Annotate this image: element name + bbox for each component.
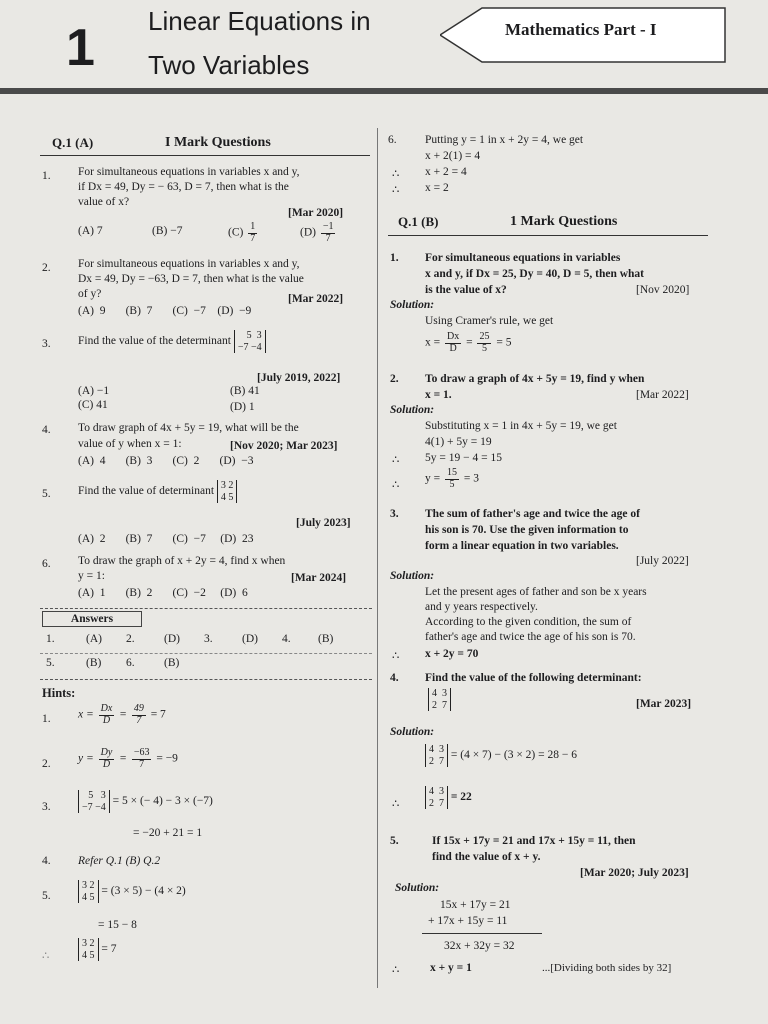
question-number: 3. <box>390 508 399 520</box>
answer-qno: 2. <box>126 633 135 645</box>
exam-tag: [Mar 2020] <box>288 207 344 219</box>
exam-tag: [July 2023] <box>296 517 351 529</box>
question-number: 3. <box>42 338 51 350</box>
solution-line: Putting y = 1 in x + 2y = 4, we get <box>425 134 584 146</box>
question-text: x = 1. <box>425 389 452 401</box>
question-text-span: Find the value of determinant <box>78 485 215 498</box>
question-text: if Dx = 49, Dy = − 63, D = 7, then what is the <box>78 181 289 193</box>
option: (B) −7 <box>152 225 183 237</box>
question-number: 6. <box>388 134 397 146</box>
determinant: 4 3 2 7 <box>425 786 448 809</box>
question-text: To draw the graph of x + 2y = 4, find x when <box>78 555 286 567</box>
fraction: $\frac{Dx}{D}$ <box>447 331 460 354</box>
book-title: Mathematics Part - I <box>505 20 657 39</box>
exam-tag: [Mar 2022] <box>636 389 689 401</box>
question-number: 6. <box>42 558 51 570</box>
question-text: of y? <box>78 288 102 300</box>
question-text: The sum of father's age and twice the age of <box>425 508 640 520</box>
options: (A) 2 (B) 7 (C) −7 (D) 23 <box>78 533 254 545</box>
question-text: If 15x + 17y = 21 and 17x + 15y = 11, then <box>432 835 636 847</box>
options: (A) 9 (B) 7 (C) −7 (D) −9 <box>78 305 252 317</box>
question-number: 2. <box>390 373 399 385</box>
therefore-symbol: ∴ <box>392 184 400 196</box>
section-label: Q.1 (B) <box>398 214 439 229</box>
answer-value: (B) <box>86 657 102 669</box>
option: (D) 1 <box>230 401 255 413</box>
hint-5 <box>78 880 186 903</box>
chapter-number: 1 <box>66 19 95 77</box>
question-text: form a linear equation in two variables. <box>425 540 619 552</box>
answer-qno: 6. <box>126 657 135 669</box>
exam-tag: [Mar 2022] <box>288 293 344 305</box>
solution-line: 15x + 17y = 21 <box>440 899 511 911</box>
therefore-symbol: ∴ <box>392 168 400 180</box>
exam-tag: [Mar 2024] <box>291 572 347 584</box>
question-text-span: Find the value of the determinant <box>78 335 231 348</box>
question-text: his son is 70. Use the given information to <box>425 524 629 536</box>
therefore-symbol: ∴ <box>392 479 400 491</box>
solution-line <box>425 468 479 490</box>
fraction: $\frac{-1}{7}$ <box>322 221 334 244</box>
hint-number: 1. <box>42 713 51 725</box>
solution-label: Solution: <box>390 570 435 582</box>
header <box>0 0 768 95</box>
hint-result: = 7 <box>150 708 166 721</box>
exam-tag: [Nov 2020; Mar 2023] <box>230 440 338 452</box>
option-label: (D) <box>300 226 316 239</box>
section-underline <box>388 235 708 236</box>
question-number: 4. <box>390 672 399 684</box>
hint-number: 5. <box>42 890 51 902</box>
section-label: Q.1 (A) <box>52 135 94 150</box>
hint-result: = −9 <box>156 752 178 765</box>
solution-line: and y years respectively. <box>425 601 538 613</box>
question-number: 1. <box>42 170 51 182</box>
fraction: $\frac{49}{7}$ <box>133 703 144 726</box>
determinant: 3 2 4 5 <box>78 938 99 961</box>
option: (B) 41 <box>230 385 260 397</box>
answer-value: (B) <box>318 633 334 645</box>
hint-number: 4. <box>42 855 51 867</box>
hint-4: Refer Q.1 (B) Q.2 <box>78 855 161 867</box>
question-number: 1. <box>390 252 399 264</box>
exam-tag: [July 2022] <box>636 555 689 567</box>
answer-qno: 4. <box>282 633 291 645</box>
hint-number: 3. <box>42 801 51 813</box>
exam-tag: [Mar 2020; July 2023] <box>580 867 689 879</box>
solution-line: According to the given condition, the sum of <box>425 616 632 628</box>
fraction: $\frac{-63}{7}$ <box>133 747 150 770</box>
chapter-title-line1: Linear Equations in <box>148 6 371 36</box>
option: (A) −1 <box>78 385 110 397</box>
solution-label: Solution: <box>395 882 440 894</box>
question-text: find the value of x + y. <box>432 851 541 863</box>
determinant: 4 3 2 7 <box>425 744 448 767</box>
hint-var: x = <box>78 708 94 721</box>
determinant: 4 3 2 7 <box>428 688 451 711</box>
question-text: For simultaneous equations in variables x and y, <box>78 258 300 270</box>
solution-line <box>425 332 511 354</box>
question-text: y = 1: <box>78 570 105 582</box>
result: = 5 <box>496 336 512 349</box>
options: (A) 4 (B) 3 (C) 2 (D) −3 <box>78 455 254 467</box>
fraction: $\frac{Dy}{D}$ <box>100 747 113 770</box>
solution-label: Solution: <box>390 299 435 311</box>
hint-result: = 7 <box>101 943 117 956</box>
hint-2 <box>78 748 178 770</box>
section-underline <box>40 155 370 156</box>
question-text: For simultaneous equations in variables x and y, <box>78 166 300 178</box>
determinant: 5 3 −7 −4 <box>234 330 266 353</box>
solution-line <box>425 744 577 767</box>
hint-var: y = <box>78 752 94 765</box>
therefore-symbol: ∴ <box>392 964 400 976</box>
option: (C) 41 <box>78 399 108 411</box>
result: = 3 <box>463 472 479 485</box>
question-text <box>78 480 237 503</box>
section-title: I Mark Questions <box>165 135 271 150</box>
hint-1 <box>78 704 166 726</box>
exam-tag: [July 2019, 2022] <box>257 372 341 384</box>
fraction: $\frac{15}{5}$ <box>447 467 457 490</box>
solution-line: x = 2 <box>425 182 449 194</box>
solution-line: 32x + 32y = 32 <box>444 940 515 952</box>
hint-3-continued: = −20 + 21 = 1 <box>133 827 203 839</box>
determinant: 3 2 4 5 <box>78 880 99 903</box>
determinant-row <box>428 688 451 711</box>
equals: = <box>119 708 127 721</box>
hint-5-final <box>78 938 117 961</box>
options: (A) 1 (B) 2 (C) −2 (D) 6 <box>78 587 248 599</box>
therefore-symbol: ∴ <box>42 950 50 962</box>
solution-label: Solution: <box>390 404 435 416</box>
equals: = <box>119 752 127 765</box>
header-rule <box>0 88 768 94</box>
answer-value: (D) <box>164 633 180 645</box>
hint-number: 2. <box>42 758 51 770</box>
section-title: 1 Mark Questions <box>510 214 618 229</box>
answers-divider <box>40 653 372 655</box>
chapter-title-line2: Two Variables <box>148 50 310 80</box>
determinant: 5 3 −7 −4 <box>78 790 110 813</box>
option <box>228 222 259 244</box>
hint-result: = (3 × 5) − (4 × 2) <box>101 885 186 898</box>
solution-line: + 17x + 15y = 11 <box>428 915 508 927</box>
answer-value: (D) <box>242 633 258 645</box>
hint-result: = 5 × (− 4) − 3 × (−7) <box>112 795 213 808</box>
determinant: 3 2 4 5 <box>217 480 238 503</box>
option: (A) 7 <box>78 225 103 237</box>
question-text: Dx = 49, Dy = −63, D = 7, then what is the value <box>78 273 304 285</box>
question-text: x and y, if Dx = 25, Dy = 40, D = 5, then what <box>425 268 645 280</box>
solution-line: Substituting x = 1 in 4x + 5y = 19, we get <box>425 420 617 432</box>
therefore-symbol: ∴ <box>392 650 400 662</box>
question-text: Find the value of the following determinant: <box>425 672 642 684</box>
question-number: 5. <box>42 488 51 500</box>
solution-line: x + 2y = 70 <box>425 648 479 660</box>
solution-note: ...[Dividing both sides by 32] <box>542 962 672 974</box>
solution-line <box>425 786 472 809</box>
solution-line: Let the present ages of father and son be x years <box>425 586 647 598</box>
answer-value: (A) <box>86 633 102 645</box>
question-number: 5. <box>390 835 399 847</box>
question-text: To draw a graph of 4x + 5y = 19, find y when <box>425 373 645 385</box>
answer-qno: 5. <box>46 657 55 669</box>
solution-line: 5y = 19 − 4 = 15 <box>425 452 502 464</box>
solution-line: Using Cramer's rule, we get <box>425 315 554 327</box>
answers-box <box>40 608 372 680</box>
solution-line: x + y = 1 <box>430 962 472 974</box>
hint-3 <box>78 790 213 813</box>
therefore-symbol: ∴ <box>392 798 400 810</box>
answer-value: (B) <box>164 657 180 669</box>
solution-line: x + 2 = 4 <box>425 166 467 178</box>
question-text: is the value of x? <box>425 284 507 296</box>
result: = 22 <box>450 791 472 804</box>
solution-line: 4(1) + 5y = 19 <box>425 436 492 448</box>
question-text: value of y when x = 1: <box>78 438 182 450</box>
question-number: 4. <box>42 424 51 436</box>
question-text <box>78 330 266 353</box>
solution-line: x + 2(1) = 4 <box>425 150 481 162</box>
column-divider <box>377 128 378 988</box>
option <box>300 222 337 244</box>
answer-qno: 1. <box>46 633 55 645</box>
result: = (4 × 7) − (3 × 2) = 28 − 6 <box>450 749 577 762</box>
question-text: To draw graph of 4x + 5y = 19, what will be the <box>78 422 299 434</box>
fraction: $\frac{25}{5}$ <box>479 331 490 354</box>
solution-line: father's age and twice the age of his son is 70. <box>425 631 636 643</box>
sum-rule <box>422 933 542 934</box>
exam-tag: [Nov 2020] <box>636 284 690 296</box>
fraction: $\frac{Dx}{D}$ <box>100 703 113 726</box>
therefore-symbol: ∴ <box>392 454 400 466</box>
fraction: $\frac{1}{7}$ <box>250 221 256 244</box>
answers-title: Answers <box>42 611 142 627</box>
solution-label: Solution: <box>390 726 435 738</box>
option-label: (C) <box>228 226 244 239</box>
var: x = <box>425 336 441 349</box>
hints-title: Hints: <box>42 686 76 700</box>
var: y = <box>425 472 441 485</box>
question-number: 2. <box>42 262 51 274</box>
question-text: value of x? <box>78 196 130 208</box>
answer-qno: 3. <box>204 633 213 645</box>
hint-5-continued: = 15 − 8 <box>98 919 137 931</box>
question-text: For simultaneous equations in variables <box>425 252 621 264</box>
exam-tag: [Mar 2023] <box>636 698 692 710</box>
equals: = <box>466 336 473 349</box>
